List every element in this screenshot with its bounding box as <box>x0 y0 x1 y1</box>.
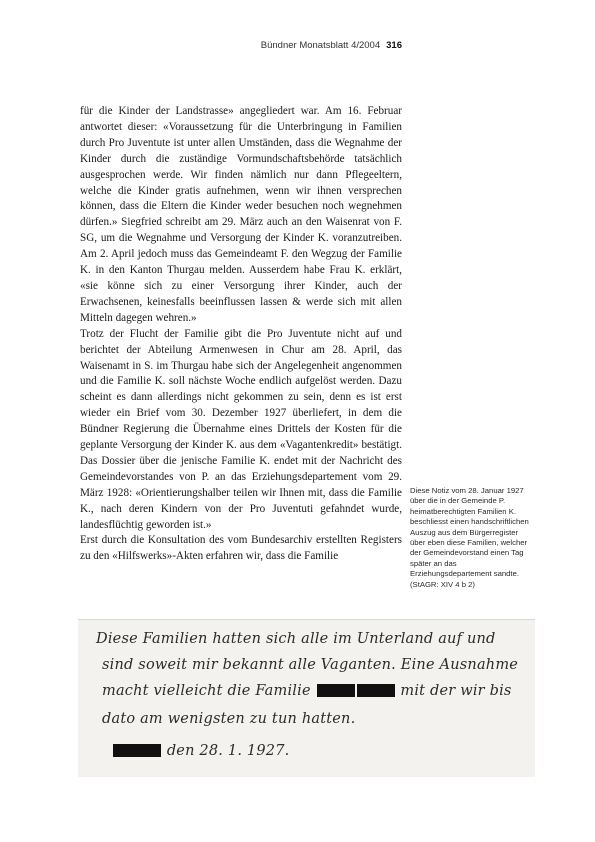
handwritten-line-1: Diese Familien hatten sich alle im Unterland auf und <box>96 631 496 647</box>
handwritten-note-facsimile <box>78 619 535 777</box>
redaction-bar <box>357 684 395 697</box>
handwritten-line-3a: macht vielleicht die Familie <box>102 683 311 699</box>
page-number: 316 <box>386 40 402 51</box>
body-paragraph: Erst durch die Konsultation des vom Bundesarchiv erstellten Registers zu den «Hilfswerks»-Akten erfahren wir, dass die Familie <box>80 534 402 563</box>
handwritten-date-line <box>112 743 289 759</box>
handwritten-date: den 28. 1. 1927. <box>166 743 290 759</box>
handwritten-line-4: dato am wenigsten zu tun hatten. <box>102 711 356 727</box>
body-paragraph: Trotz der Flucht der Familie gibt die Pro Juventute nicht auf und berichtet der Abteilung Armenwesen in Chur am 28. April, das Waisenamt in S. im Thurgau habe sich der Angelegenheit angenommen und die Familie K. soll nächste Woche endlich aufgelöst werden. Dazu scheint es dann allerdings nicht gekommen zu sein, denn es ist erst wieder ein Brief vom 30. Dezember 1927 überliefert, in dem die Bündner Regierung die Übernahme eines Drittels der Kosten für die geplante Versorgung der Kinder K. aus dem «Vagantenkredit» bestätigt. Das Dossier über die jenische Familie K. endet mit der Nachricht des Gemeindevorstandes von P. an das Erziehungsdepartement vom 29. März 1928: «Orientierungshalber teilen wir Ihnen mit, dass die Familie K., nach deren Kindern von der Pro Juventuti gefahndet wurde, landesflüchtig geworden ist.» <box>80 327 402 531</box>
caption-text: Diese Notiz vom 28. Januar 1927 über die in der Gemeinde P. heimatberechtigten Familien K. beschliesst einen handschriftlichen Auszug aus dem Bürgerregister über eben diese Familien, welcher der Gemeindevorstand einen Tag später an das Erziehungsdepartement sandte. (StAGR: XIV 4 b 2) <box>410 486 529 589</box>
running-header <box>261 40 402 51</box>
handwritten-line-3b: mit der wir bis <box>400 683 512 699</box>
redaction-bar <box>317 684 355 697</box>
handwritten-line-2: sind soweit mir bekannt alle Vaganten. Eine Ausnahme <box>102 657 519 673</box>
journal-title: Bündner Monatsblatt 4/2004 <box>260 40 381 51</box>
body-paragraph: für die Kinder der Landstrasse» angegliedert war. Am 16. Februar antwortet dieser: «Voraussetzung für die Unterbringung in Familien durch Pro Juventute ist unter allen Umständen, dass die Wegnahme der Kinder durch die zuständige Vormundschaftsbehörde tatsächlich ausgesprochen werde. Wir finden nämlich nur dann Pflegeeltern, welche die Kinder gratis aufnehmen, wenn wir ihnen versprechen können, dass die Eltern die Kinder weder besuchen noch wegnehmen dürfen.» Siegfried schreibt am 29. März auch an den Waisenrat von F. SG, um die Wegnahme und Versorgung der Kinder K. voranzutreiben. Am 2. April jedoch muss das Gemeindeamt F. den Wegzug der Familie K. in den Kanton Thurgau melden. Ausserdem habe Frau K. erklärt, «sie könne sich zu einer Versorgung ihrer Kinder, auch der Erwachsenen, keinesfalls beeinflussen lassen & werde sich mit allen Mitteln dagegen wehren.» <box>80 105 402 324</box>
figure-caption <box>410 486 532 590</box>
body-text <box>80 104 402 565</box>
redaction-bar <box>113 744 161 757</box>
handwritten-line-3 <box>102 683 512 699</box>
